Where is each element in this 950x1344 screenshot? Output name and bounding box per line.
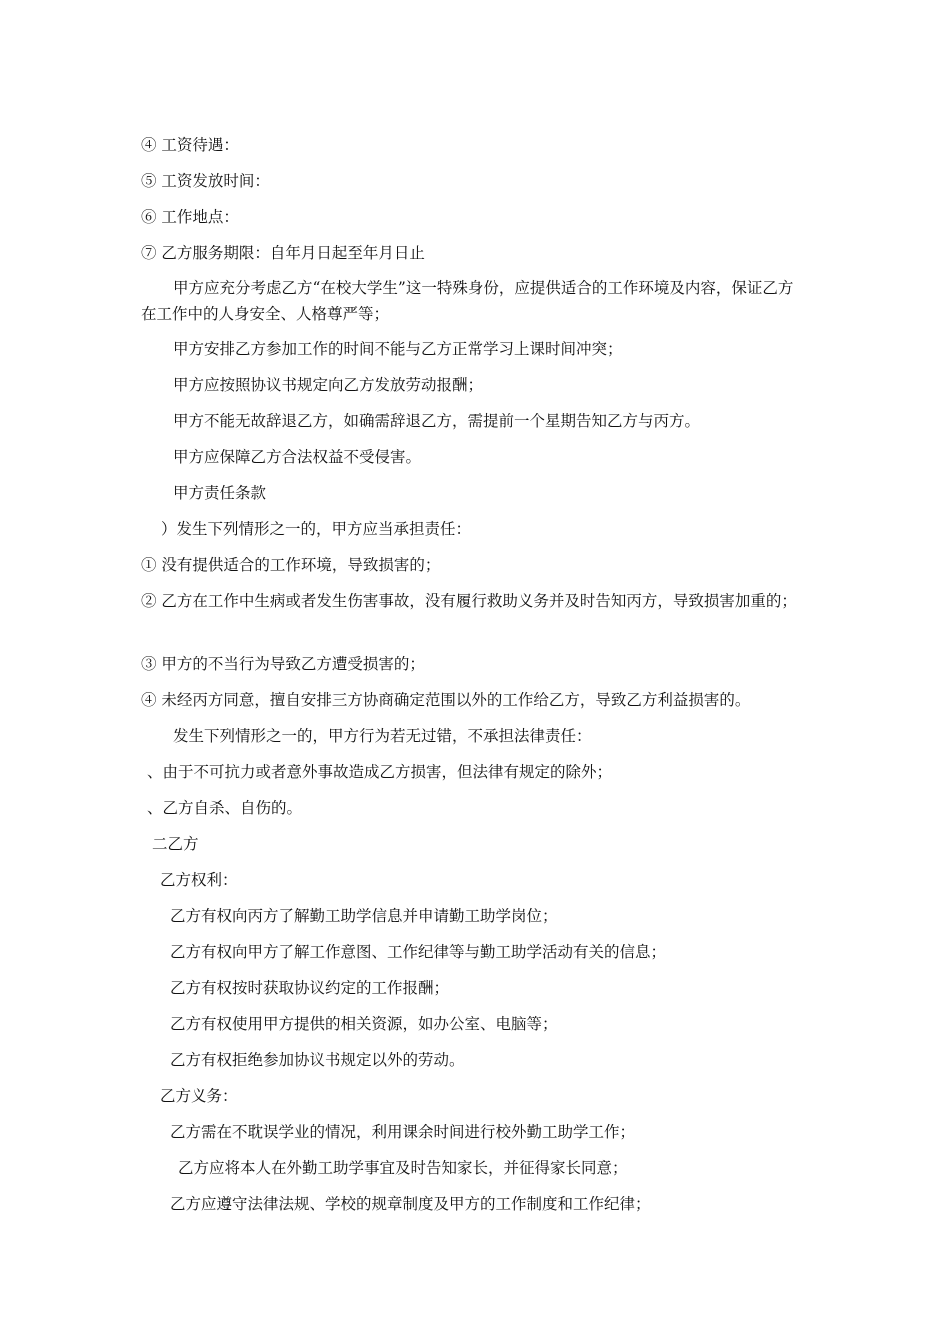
item-6-work-location: ⑥ 工作地点：: [141, 208, 239, 226]
liability-item-4: ④ 未经丙方同意，擅自安排三方协商确定范围以外的工作给乙方，导致乙方利益损害的。: [141, 691, 751, 709]
paragraph-pay-remuneration: 甲方应按照协议书规定向乙方发放劳动报酬；: [173, 376, 484, 394]
subheading-party-b-rights: 乙方权利：: [160, 871, 238, 889]
paragraph-no-dismissal: 甲方不能无故辞退乙方，如确需辞退乙方，需提前一个星期告知乙方与丙方。: [173, 412, 701, 430]
duty-item-inform-parents: 乙方应将本人在外勤工助学事宜及时告知家长，并征得家长同意；: [178, 1159, 628, 1177]
right-item-apply-position: 乙方有权向丙方了解勤工助学信息并申请勤工助学岗位；: [170, 907, 558, 925]
liability-item-3: ③ 甲方的不当行为导致乙方遭受损害的；: [141, 655, 425, 673]
item-5-pay-time: ⑤ 工资发放时间：: [141, 172, 270, 190]
paragraph-liability-intro: ）发生下列情形之一的，甲方应当承担责任：: [161, 520, 472, 538]
subheading-party-b-duties: 乙方义务：: [160, 1087, 238, 1105]
paragraph-schedule-conflict: 甲方安排乙方参加工作的时间不能与乙方正常学习上课时间冲突；: [173, 340, 623, 358]
paragraph-party-a-consideration: 甲方应充分考虑乙方“在校大学生”这一特殊身份，应提供适合的工作环境及内容，保证乙方在工作中的人身安全、人格尊严等；: [141, 279, 794, 323]
right-item-work-info: 乙方有权向甲方了解工作意图、工作纪律等与勤工助学活动有关的信息；: [170, 943, 667, 961]
section-heading-party-b: 二乙方: [152, 835, 199, 853]
duty-item-study-first: 乙方需在不耽误学业的情况，利用课余时间进行校外勤工助学工作；: [170, 1123, 636, 1141]
liability-item-2: ② 乙方在工作中生病或者发生伤害事故，没有履行救助义务并及时告知丙方，导致损害加重的；: [141, 592, 797, 610]
exemption-item-force-majeure: 、由于不可抗力或者意外事故造成乙方损害，但法律有规定的除外；: [147, 763, 613, 781]
item-7-service-period: ⑦ 乙方服务期限：自年月日起至年月日止: [141, 244, 425, 262]
paragraph-no-fault-intro: 发生下列情形之一的，甲方行为若无过错，不承担法律责任：: [173, 727, 592, 745]
section-heading-party-a-liability: 甲方责任条款: [173, 484, 267, 502]
paragraph-protect-rights: 甲方应保障乙方合法权益不受侵害。: [173, 448, 422, 466]
item-4-wage: ④ 工资待遇：: [141, 136, 239, 154]
liability-item-1: ① 没有提供适合的工作环境，导致损害的；: [141, 556, 441, 574]
right-item-timely-pay: 乙方有权按时获取协议约定的工作报酬；: [170, 979, 450, 997]
exemption-item-self-harm: 、乙方自杀、自伤的。: [147, 799, 303, 817]
duty-item-obey-rules: 乙方应遵守法律法规、学校的规章制度及甲方的工作制度和工作纪律；: [170, 1195, 651, 1213]
right-item-use-resources: 乙方有权使用甲方提供的相关资源，如办公室、电脑等；: [170, 1015, 558, 1033]
right-item-refuse-labor: 乙方有权拒绝参加协议书规定以外的劳动。: [170, 1051, 465, 1069]
